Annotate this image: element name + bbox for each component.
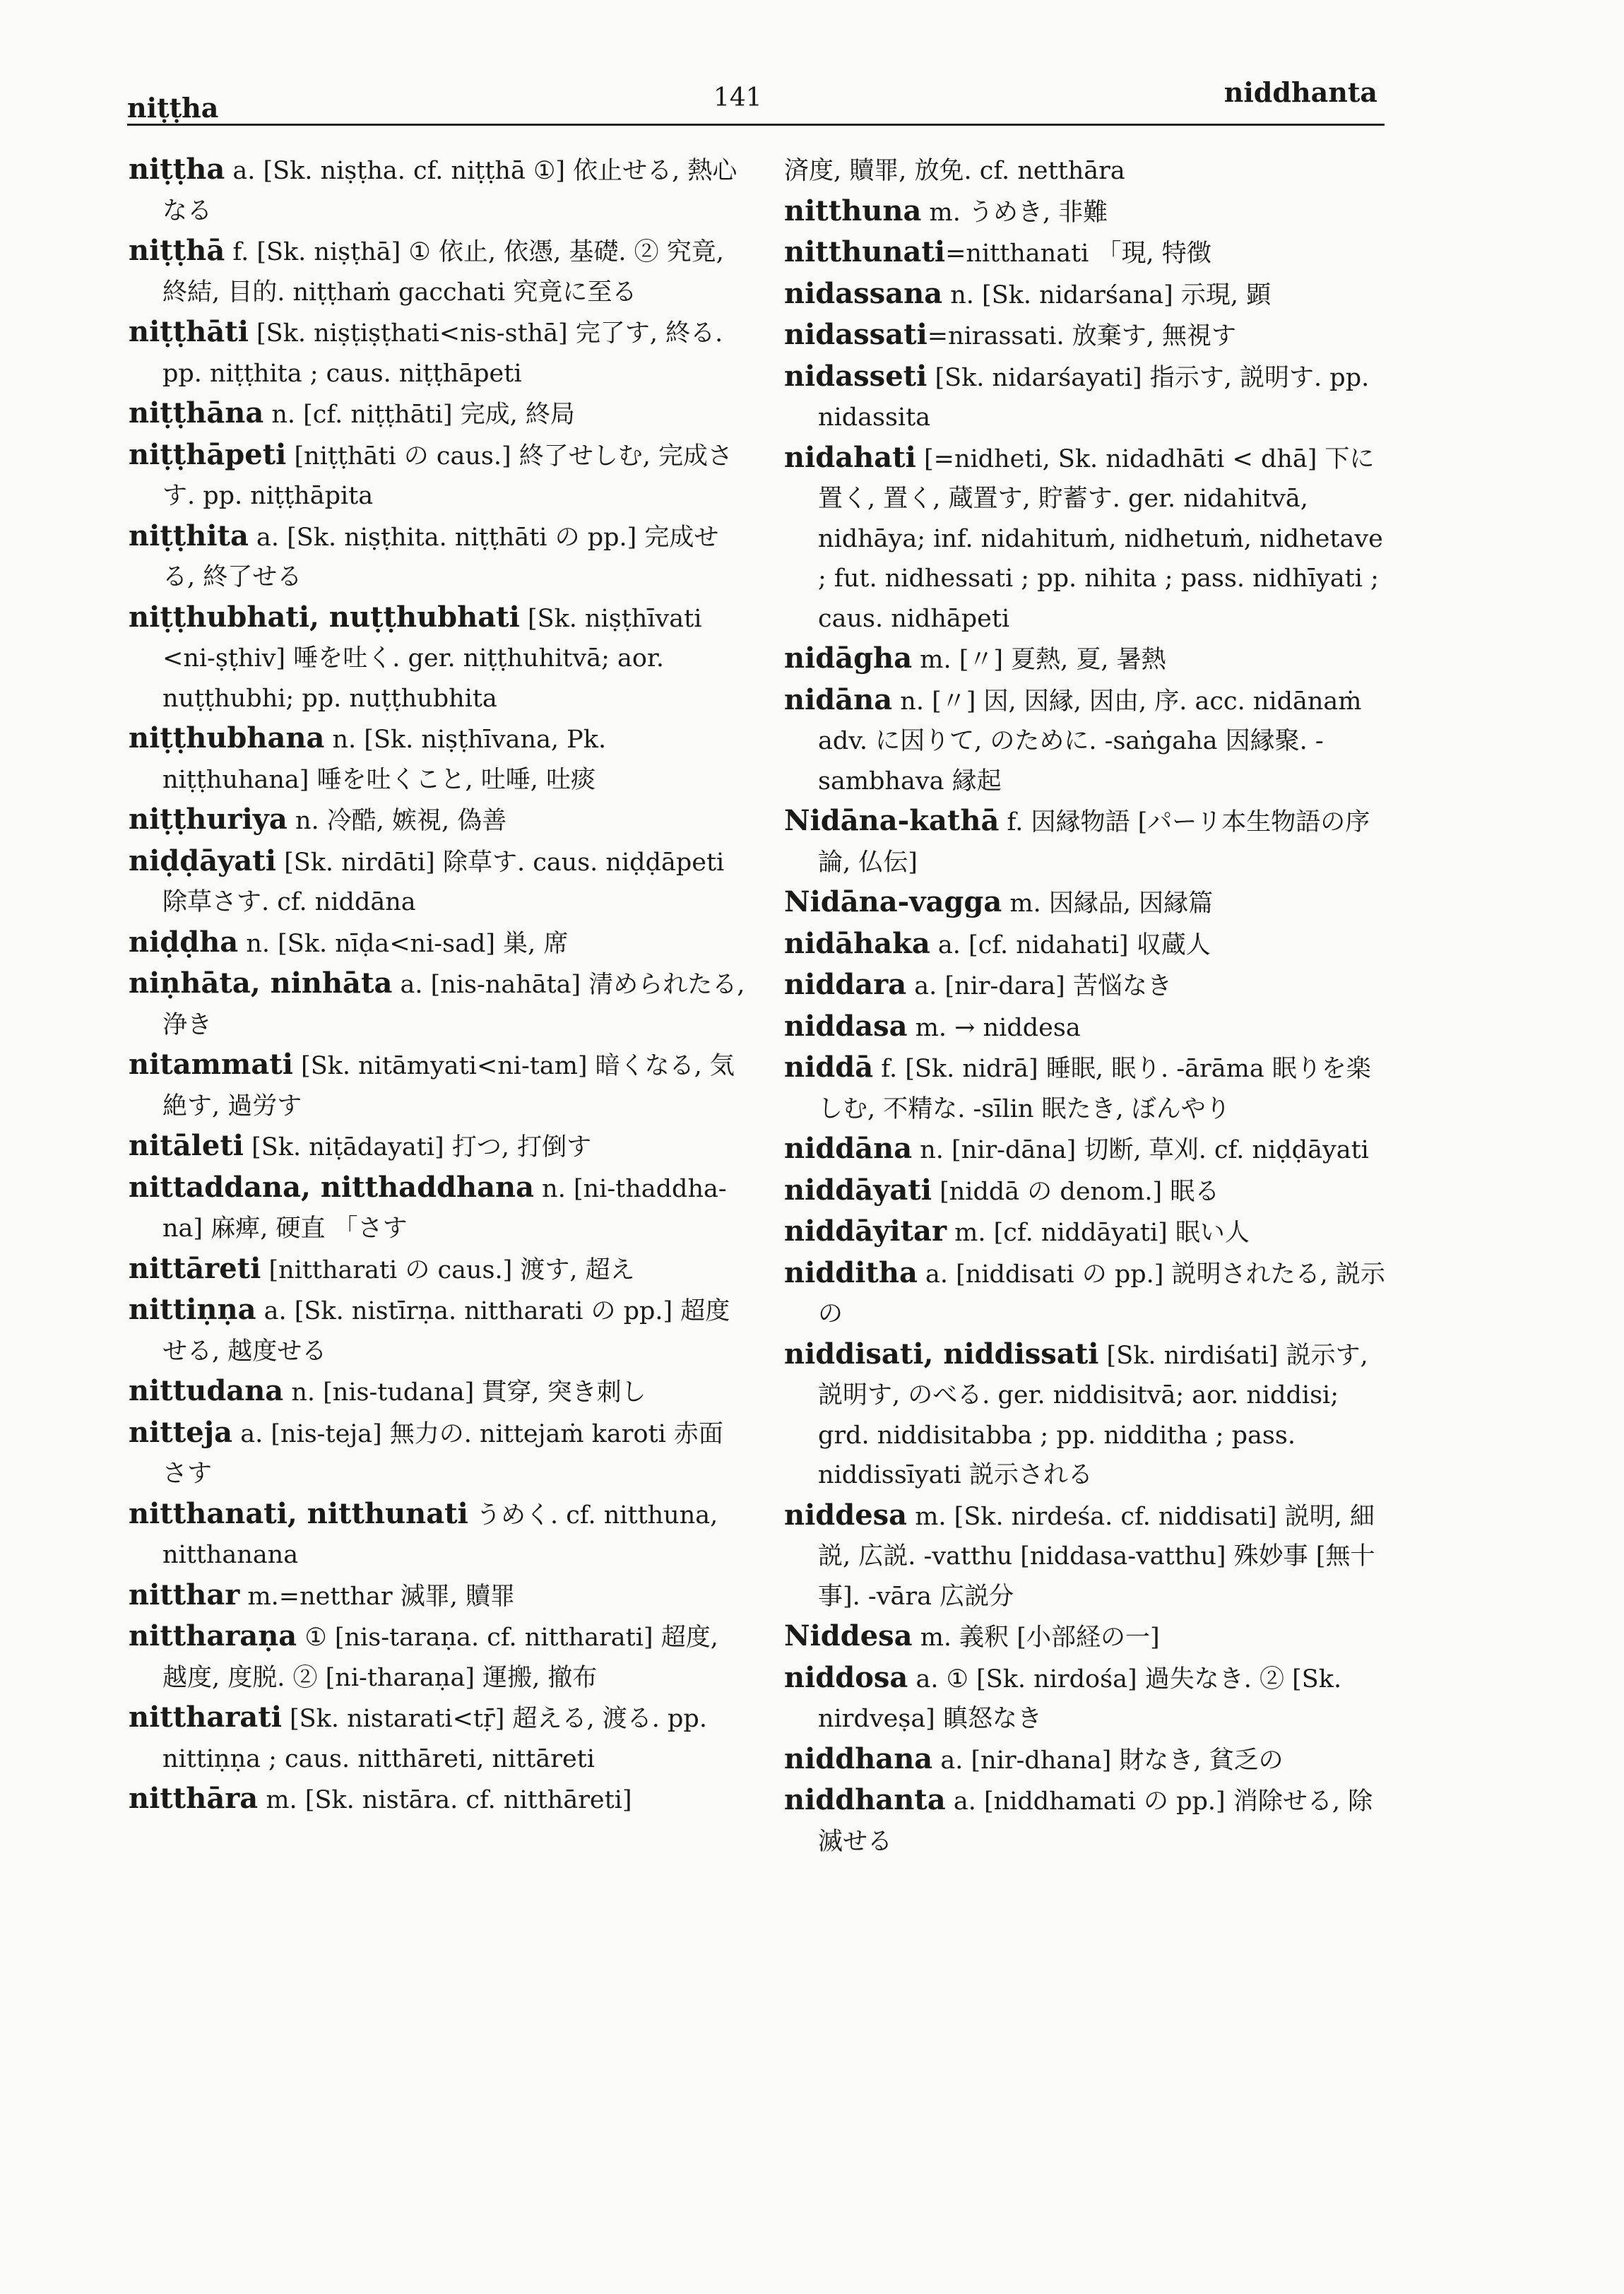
dictionary-entry <box>129 923 747 964</box>
entry-definition: a. [nis-teja] 無力の. nittejaṁ karoti 赤面さす <box>162 1419 723 1488</box>
entry-definition: m. 義釈 [小部経の一] <box>912 1624 1160 1652</box>
dictionary-entry <box>129 312 747 394</box>
entry-headword: Nidāna-vagga <box>784 885 1002 918</box>
entry-definition: a. [cf. nidahati] 収蔵人 <box>930 930 1211 959</box>
entry-headword: nittāreti <box>129 1251 261 1285</box>
entry-definition: [Sk. nirdiśati] 説示す, 説明す, のべる. ger. niddisitvā; aor. niddisi; grd. niddisitabba ; pp. nidditha ; pass. niddissīyati 説示される <box>818 1341 1368 1489</box>
entry-headword: nittharaṇa <box>129 1619 297 1652</box>
entry-definition: n. [cf. niṭṭhāti] 完成, 終局 <box>263 401 575 429</box>
dictionary-entry <box>784 1496 1392 1617</box>
entry-definition: n. [nir-dāna] 切断, 草刈. cf. niḍḍāyati <box>912 1136 1369 1164</box>
entry-definition: n. 冷酷, 嫉視, 偽善 <box>287 807 507 835</box>
dictionary-entry <box>784 680 1392 802</box>
header-right-guide-word: niddhanta <box>1223 76 1377 108</box>
entry-definition: [Sk. niṣṭiṣṭhati<nis-sthā] 完了す, 終る. pp. niṭṭhita ; caus. niṭṭhāpeti <box>162 319 723 388</box>
entry-definition: m. 因縁品, 因縁篇 <box>1002 889 1214 918</box>
entry-headword: nitthar <box>129 1578 240 1612</box>
entry-headword: niddā <box>784 1051 874 1084</box>
dictionary-entry <box>129 1779 747 1821</box>
entry-headword: nitthunati <box>784 235 946 268</box>
dictionary-entry <box>784 150 1392 191</box>
dictionary-entry <box>129 1126 747 1168</box>
entry-headword: Nidāna-kathā <box>784 804 1000 837</box>
entry-headword: nidāna <box>784 682 893 716</box>
dictionary-entry <box>784 438 1392 639</box>
header-rule <box>127 124 1385 126</box>
dictionary-entry <box>784 232 1392 274</box>
entry-definition: [Sk. niṣṭhīvati <ni-ṣṭhiv] 唾を吐く. ger. niṭṭhuhitvā; aor. nuṭṭhubhi; pp. nuṭṭhubhita <box>162 604 702 713</box>
dictionary-entry <box>784 1253 1392 1335</box>
entry-definition: m. [Sk. nirdeśa. cf. niddisati] 説明, 細説, 広説. -vatthu [niddasa-vatthu] 殊妙事 [無十事]. -vāra 広説分 <box>818 1502 1375 1611</box>
entry-headword: niṭṭhāti <box>129 315 249 348</box>
entry-definition: a. [niddisati の pp.] 説明されたる, 説示の <box>818 1260 1385 1328</box>
entry-headword: nittaddana, nitthaddhana <box>129 1170 535 1204</box>
entry-headword: nidasseti <box>784 359 927 393</box>
entry-definition: うめく. cf. nitthuna, nitthanana <box>162 1501 718 1569</box>
entry-definition: [=nidheti, Sk. nidadhāti < dhā] 下に置く, 置く, 蔵置す, 貯蓄す. ger. nidahitvā, nidhāya; inf. nidahituṁ, nidhetuṁ, nidhetave ; fut. nidhessati ; pp. nihita ; pass. nidhīyati ; caus. nidhāpeti <box>818 444 1383 633</box>
dictionary-entry <box>129 1249 747 1291</box>
entry-headword: niddāna <box>784 1132 913 1165</box>
entry-headword: Niddesa <box>784 1619 913 1652</box>
entry-headword: nidāhaka <box>784 926 930 960</box>
entry-headword: nitthanati, nitthunati <box>129 1496 468 1530</box>
entry-headword: nidahati <box>784 440 916 474</box>
page-header <box>127 76 1377 126</box>
dictionary-entry <box>784 1171 1392 1212</box>
dictionary-entry <box>129 841 747 923</box>
dictionary-entry <box>129 1413 747 1494</box>
entry-headword: nidassati <box>784 318 927 351</box>
entry-headword: nitteja <box>129 1415 233 1449</box>
entry-headword: nitthāra <box>129 1782 259 1815</box>
entry-definition: ① [nis-taraṇa. cf. nittharati] 超度, 越度, 度脱. ② [ni-tharaṇa] 運搬, 撤布 <box>162 1624 718 1692</box>
entry-headword: niṭṭha <box>129 153 225 186</box>
entry-definition: =nirassati. 放棄す, 無視す <box>927 322 1237 350</box>
entry-definition: a. [Sk. nistīrṇa. nittharati の pp.] 超度せる, 越度せる <box>162 1297 730 1366</box>
dictionary-entry <box>129 964 747 1045</box>
entry-definition: a. [niddhamati の pp.] 消除せる, 除滅せる <box>818 1787 1373 1856</box>
entry-headword: nittiṇṇa <box>129 1293 256 1326</box>
entry-definition: f. [Sk. nidrā] 睡眠, 眠り. -ārāma 眠りを楽しむ, 不精な. -sīlin 眠たき, ぼんやり <box>818 1055 1371 1123</box>
dictionary-entry <box>129 1698 747 1779</box>
entry-definition: n. [nis-tudana] 貫穿, 突き刺し <box>283 1378 646 1407</box>
entry-definition: =nitthanati 「現, 特徴 <box>945 240 1211 268</box>
entry-headword: niḍḍāyati <box>129 844 276 877</box>
entry-headword: niṇhāta, ninhāta <box>129 966 393 1000</box>
entry-definition: n. [Sk. nīḍa<ni-sad] 巣, 席 <box>238 929 569 958</box>
entry-headword: niddesa <box>784 1498 908 1532</box>
entry-headword: nitammati <box>129 1048 293 1081</box>
dictionary-entry <box>129 1575 747 1617</box>
entry-definition: [Sk. niṭādayati] 打つ, 打倒す <box>244 1133 592 1161</box>
entry-headword: nitāleti <box>129 1129 244 1162</box>
dictionary-entry <box>129 435 747 516</box>
dictionary-entry <box>129 598 747 719</box>
entry-headword: niṭṭhita <box>129 519 249 552</box>
dictionary-entry <box>129 394 747 435</box>
dictionary-entry <box>129 1616 747 1698</box>
entry-definition: n. [Sk. niṣṭhīvana, Pk. niṭṭhuhana] 唾を吐くこと, 吐唾, 吐痰 <box>162 726 607 794</box>
dictionary-entry <box>784 315 1392 357</box>
entry-definition: m. うめき, 非難 <box>921 198 1108 227</box>
entry-definition: [Sk. nistarati<tṝ] 超える, 渡る. pp. nittiṇṇa ; caus. nitthāreti, nittāreti <box>162 1705 707 1773</box>
entry-headword: niddāyati <box>784 1173 932 1207</box>
entry-definition: f. 因縁物語 [パーリ本生物語の序論, 仏伝] <box>818 808 1370 877</box>
entry-definition: n. [〃] 因, 因縁, 因由, 序. acc. nidānaṁ adv. に因りて, のために. -saṅgaha 因縁聚. -sambhava 縁起 <box>818 687 1362 796</box>
entry-definition: [niṭṭhāti の caus.] 終了せしむ, 完成さす. pp. niṭṭhāpita <box>162 442 733 510</box>
entry-headword: niddisati, niddissati <box>784 1337 1099 1371</box>
entry-definition: f. [Sk. niṣṭhā] ① 依止, 依憑, 基礎. ② 究竟, 終結, 目的. niṭṭhaṁ gacchati 究竟に至る <box>162 238 724 307</box>
dictionary-entry <box>129 800 747 841</box>
entry-definition: [Sk. nitāmyati<ni-tam] 暗くなる, 気絶す, 過労す <box>162 1052 735 1121</box>
entry-definition: m. [Sk. nistāra. cf. nitthāreti] <box>258 1786 632 1814</box>
entry-definition: [niddā の denom.] 眠る <box>931 1177 1220 1206</box>
dictionary-entry <box>129 231 747 312</box>
entry-definition: n. [ni-thaddha-na] 麻痺, 硬直 「さす <box>162 1174 727 1243</box>
entry-headword: niṭṭhā <box>129 234 225 267</box>
dictionary-entry <box>784 1007 1392 1048</box>
entry-definition: [nittharati の caus.] 渡す, 超え <box>261 1255 635 1284</box>
right-column <box>784 150 1392 1862</box>
entry-headword: nidassana <box>784 276 943 310</box>
entry-headword: nidāgha <box>784 642 913 675</box>
dictionary-entry <box>784 1739 1392 1781</box>
entry-headword: niṭṭhuriya <box>129 803 288 836</box>
entry-headword: niddasa <box>784 1009 908 1043</box>
entry-headword: niṭṭhāna <box>129 396 264 430</box>
dictionary-entry <box>784 357 1392 438</box>
entry-definition: a. [nis-nahāta] 清められたる, 浄き <box>162 971 745 1039</box>
entry-headword: niddhana <box>784 1742 933 1775</box>
dictionary-entry <box>784 801 1392 882</box>
entry-headword: niṭṭhāpeti <box>129 437 287 471</box>
dictionary-entry <box>784 1616 1392 1658</box>
entry-definition: 済度, 贖罪, 放免. cf. netthāra <box>784 157 1125 185</box>
entry-definition: m. → niddesa <box>907 1013 1081 1042</box>
entry-headword: niḍḍha <box>129 925 239 959</box>
entry-definition: a. [Sk. niṣṭha. cf. niṭṭhā ①] 依止せる, 熱心なる <box>162 157 737 225</box>
dictionary-entry <box>784 965 1392 1007</box>
left-column <box>129 150 747 1821</box>
entry-headword: niddāyitar <box>784 1214 947 1248</box>
entry-headword: nitthuna <box>784 194 922 227</box>
entry-headword: niddosa <box>784 1660 908 1694</box>
dictionary-entry <box>784 191 1392 233</box>
dictionary-entry <box>129 1168 747 1249</box>
entry-definition: m.=netthar 滅罪, 贖罪 <box>239 1582 515 1611</box>
entry-definition: [Sk. nirdāti] 除草す. caus. niḍḍāpeti 除草さす. cf. niddāna <box>162 848 725 916</box>
dictionary-entry <box>784 274 1392 316</box>
entry-headword: niddara <box>784 968 907 1001</box>
header-left-guide-word: niṭṭha <box>127 92 219 124</box>
dictionary-entry <box>784 1212 1392 1253</box>
entry-definition: a. [Sk. niṣṭhita. niṭṭhāti の pp.] 完成せる, 終了せる <box>162 523 719 591</box>
dictionary-entry <box>784 639 1392 680</box>
entry-definition: a. [nir-dara] 苦悩なき <box>906 972 1172 1000</box>
dictionary-entry <box>129 1371 747 1413</box>
entry-definition: a. [nir-dhana] 財なき, 貧乏の <box>932 1746 1284 1775</box>
dictionary-entry <box>784 1129 1392 1171</box>
entry-headword: nittharati <box>129 1701 282 1734</box>
entry-definition: n. [Sk. nidarśana] 示現, 顕 <box>942 280 1272 309</box>
dictionary-entry <box>784 924 1392 966</box>
entry-headword: nidditha <box>784 1255 918 1289</box>
dictionary-entry <box>129 516 747 598</box>
entry-headword: niṭṭhubhana <box>129 721 325 755</box>
entry-definition: a. ① [Sk. nirdośa] 過失なき. ② [Sk. nirdveṣa] 瞋怒なき <box>818 1665 1342 1733</box>
entry-definition: m. [cf. niddāyati] 眠い人 <box>947 1219 1250 1247</box>
entry-definition: [Sk. nidarśayati] 指示す, 説明す. pp. nidassita <box>818 363 1370 432</box>
dictionary-entry <box>784 1048 1392 1129</box>
entry-headword: niddhanta <box>784 1783 946 1816</box>
dictionary-entry <box>784 882 1392 924</box>
entry-headword: niṭṭhubhati, nuṭṭhubhati <box>129 600 520 634</box>
dictionary-entry <box>784 1335 1392 1496</box>
dictionary-entry <box>129 719 747 800</box>
entry-headword: nittudana <box>129 1374 284 1407</box>
dictionary-entry <box>784 1780 1392 1862</box>
dictionary-entry <box>129 150 747 231</box>
dictionary-entry <box>129 1494 747 1575</box>
dictionary-entry <box>129 1045 747 1126</box>
entry-definition: m. [〃] 夏熱, 夏, 暑熱 <box>912 646 1166 674</box>
dictionary-entry <box>129 1290 747 1371</box>
page-number: 141 <box>713 83 762 112</box>
dictionary-entry <box>784 1658 1392 1739</box>
